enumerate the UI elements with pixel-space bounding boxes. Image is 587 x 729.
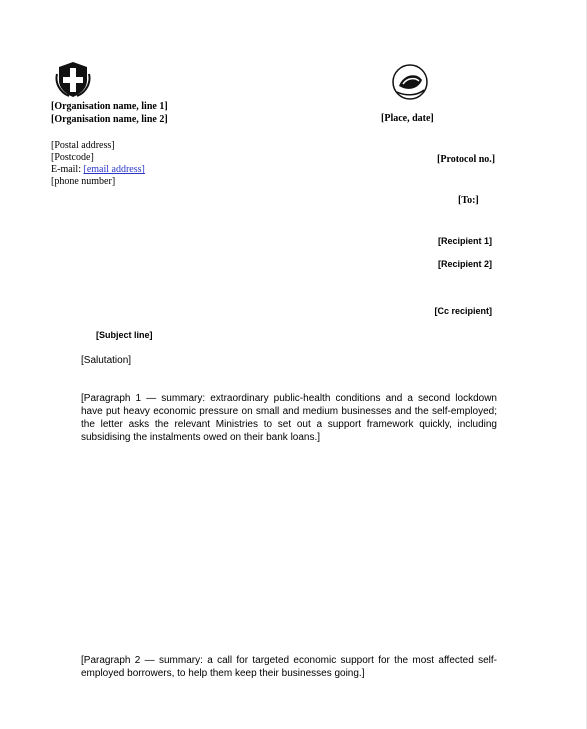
recipient-1: [Recipient 1] (437, 236, 492, 246)
email-label: E-mail: (51, 164, 81, 175)
phone-line: [phone number] (51, 176, 116, 187)
postcode-line: [Postcode] (51, 152, 94, 163)
address-line: [Postal address] (51, 140, 115, 151)
cc-recipient: [Cc recipient] (434, 306, 492, 316)
body-paragraph (81, 654, 497, 680)
subject-line: [Subject line] (96, 330, 153, 340)
email-link[interactable]: [email address] (83, 164, 145, 175)
body-paragraph-1-text: [Paragraph 1 — summary: extraordinary public-health conditions and a second lockdown have put heavy economic pressure on small and medium businesses and the self-employed; the letter asks the relevant Ministries to set out a support framework quickly, including subsidising the instalments owed on their bank loans.] (81, 393, 497, 443)
body-paragraph-2-text: [Paragraph 2 — summary: a call for targeted economic support for the most affected self-employed borrowers, to help them keep their businesses going.] (81, 655, 497, 679)
chamber-logo-icon (389, 62, 431, 102)
salutation: [Salutation] (81, 355, 132, 366)
to-label: [To:] (458, 195, 479, 206)
body-paragraph (81, 392, 497, 444)
sender-block (51, 100, 168, 126)
contact-block (51, 140, 145, 188)
greek-emblem-icon (55, 60, 91, 98)
email-line (51, 164, 145, 176)
recipient-2: [Recipient 2] (437, 259, 492, 269)
org-name-line-2: [Organisation name, line 2] (51, 114, 168, 125)
protocol-number: [Protocol no.] (437, 154, 496, 165)
letter-date: [Place, date] (381, 113, 434, 124)
org-name-line-1: [Organisation name, line 1] (51, 101, 168, 112)
